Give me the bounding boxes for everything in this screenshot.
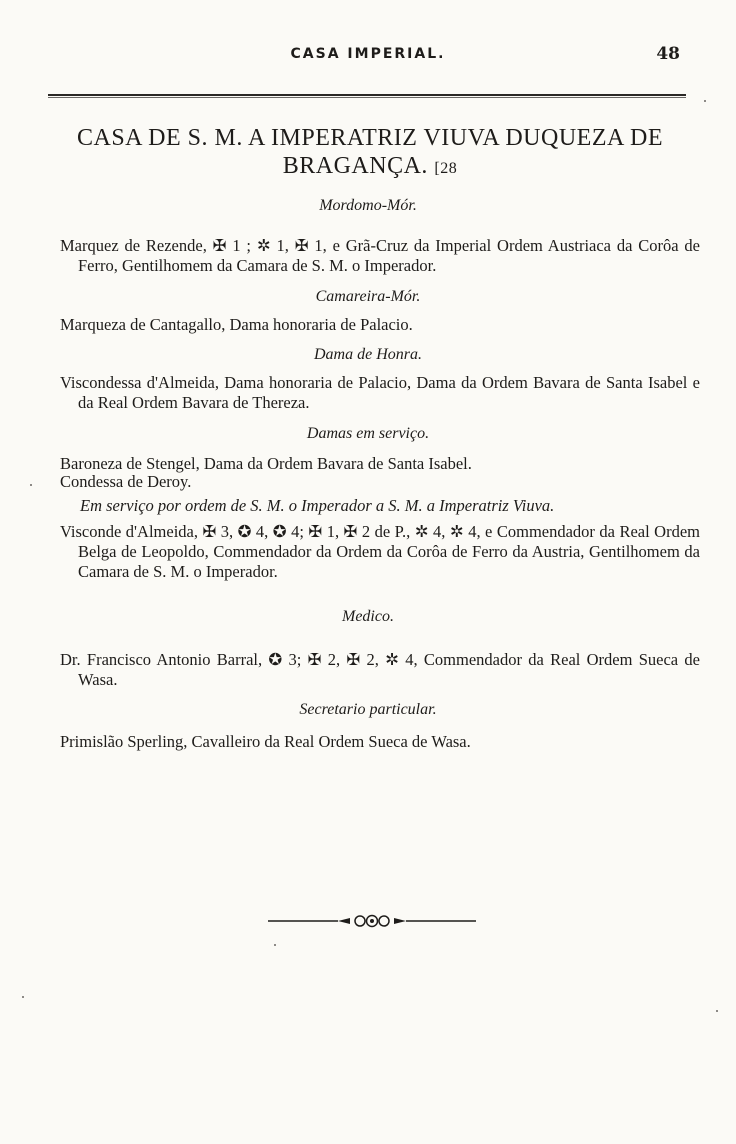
paper-speck (704, 100, 706, 102)
section-damas-em-servico: Damas em serviço. (306, 425, 430, 442)
chapter-title-line2-text: BRAGANÇA. (282, 153, 428, 179)
paper-speck (22, 996, 24, 998)
header-rule (48, 94, 686, 98)
paper-speck (30, 484, 32, 486)
chapter-title (70, 124, 670, 183)
section-mordomo-mor: Mordomo-Mór. (319, 197, 417, 214)
page-number: 48 (656, 44, 680, 64)
section-dama-de-honra: Dama de Honra. (314, 346, 422, 363)
em-servico-label: Em serviço por ordem de S. M. o Imperador a S. M. a Imperatriz Viuva. (80, 496, 555, 515)
entry-dama-1: Baroneza de Stengel, Dama da Ordem Bavara de Santa Isabel. (60, 454, 472, 473)
paper-speck (274, 944, 276, 946)
entry-dama-honra: Viscondessa d'Almeida, Dama honoraria de Palacio, Dama da Ordem Bavara de Santa Isabel e da Real Ordem Bavara de Thereza. (60, 373, 700, 412)
entry-camareira: Marqueza de Cantagallo, Dama honoraria de Palacio. (60, 315, 413, 334)
entry-secretario: Primislão Sperling, Cavalleiro da Real Ordem Sueca de Wasa. (60, 732, 471, 751)
entry-mordomo: Marquez de Rezende, ✠ 1 ; ✲ 1, ✠ 1, e Grã-Cruz da Imperial Ordem Austriaca da Corôa de Ferro, Gentilhomem da Camara de S. M. o Imperador. (60, 236, 700, 275)
running-title: CASA IMPERIAL. (290, 46, 446, 62)
entry-dama-2: Condessa de Deroy. (60, 472, 192, 491)
section-camareira-mor: Camareira-Mór. (315, 288, 421, 305)
entry-medico: Dr. Francisco Antonio Barral, ✪ 3; ✠ 2, ✠ 2, ✲ 4, Commendador da Real Ordem Sueca de Wasa. (60, 650, 700, 689)
chapter-title-line2 (70, 152, 670, 183)
footnote-ref: [28 (434, 160, 458, 177)
entry-visconde: Visconde d'Almeida, ✠ 3, ✪ 4, ✪ 4; ✠ 1, ✠ 2 de P., ✲ 4, ✲ 4, e Commendador da Real Ordem Belga de Leopoldo, Commendador da Ordem da Corôa de Ferro da Austria, Gentilhomem da Camara de S. M. o Imperador. (60, 522, 700, 581)
section-medico: Medico. (342, 608, 394, 625)
section-secretario: Secretario particular. (299, 701, 437, 718)
tailpiece-ornament-icon (268, 910, 476, 932)
chapter-title-line1: CASA DE S. M. A IMPERATRIZ VIUVA DUQUEZA DE (76, 125, 663, 151)
paper-speck (716, 1010, 718, 1012)
